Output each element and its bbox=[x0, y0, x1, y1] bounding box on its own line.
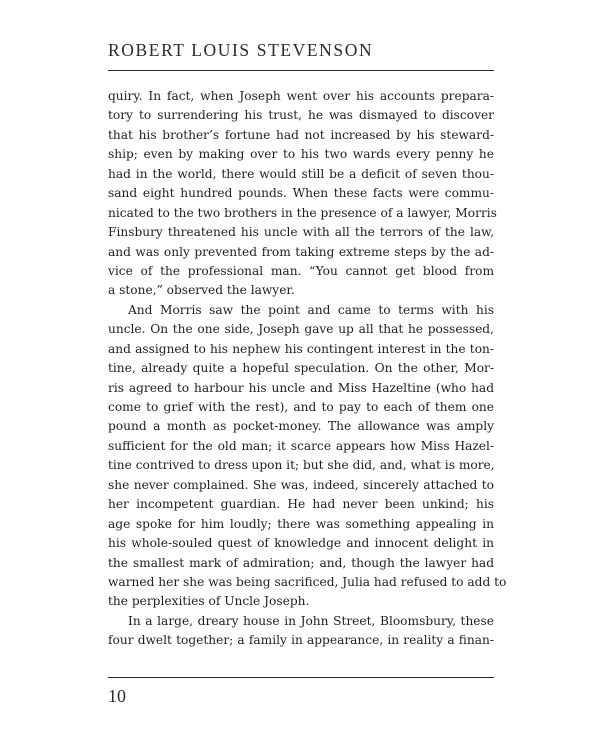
text-line: and assigned to his nephew his contingent interest in the ton- bbox=[108, 341, 494, 356]
text-line: and was only prevented from taking extreme steps by the ad- bbox=[108, 244, 494, 259]
text-line: ship; even by making over to his two wards every penny he bbox=[108, 147, 494, 162]
text-line: her incompetent guardian. He had never been unkind; his bbox=[108, 497, 494, 512]
text-line: four dwelt together; a family in appearance, in reality a finan- bbox=[108, 633, 494, 648]
text-line: Finsbury threatened his uncle with all the terrors of the law, bbox=[108, 225, 494, 240]
text-line: And Morris saw the point and came to terms with his bbox=[128, 302, 494, 317]
text-line: the smallest mark of admiration; and, though the lawyer had bbox=[108, 555, 494, 570]
text-line: In a large, dreary house in John Street, Bloomsbury, these bbox=[128, 613, 494, 628]
page-number: 10 bbox=[108, 686, 126, 706]
text-line: sufficient for the old man; it scarce appears how Miss Hazel- bbox=[108, 438, 494, 453]
text-line: the perplexities of Uncle Joseph. bbox=[108, 594, 310, 609]
text-line: she never complained. She was, indeed, sincerely attached to bbox=[108, 477, 494, 492]
text-line: quiry. In fact, when Joseph went over his accounts prepara- bbox=[108, 89, 494, 103]
text-line: tine contrived to dress upon it; but she did, and, what is more, bbox=[108, 458, 495, 473]
text-line: ris agreed to harbour his uncle and Miss Hazeltine (who had bbox=[108, 380, 494, 395]
text-line: pound a month as pocket-money. The allowance was amply bbox=[108, 419, 494, 434]
text-line: tine, already quite a hopeful speculation. On the other, Mor- bbox=[108, 361, 494, 376]
text-line: uncle. On the one side, Joseph gave up all that he possessed, bbox=[108, 322, 494, 337]
text-line: had in the world, there would still be a deficit of seven thou- bbox=[108, 166, 494, 181]
text-line: come to grief with the rest), and to pay to each of them one bbox=[108, 400, 494, 414]
text-line: warned her she was being sacrificed, Julia had refused to add to bbox=[108, 574, 507, 589]
text-line: vice of the professional man. “You cannot get blood from bbox=[108, 263, 494, 278]
text-line: a stone,” observed the lawyer. bbox=[108, 283, 295, 298]
text-line: age spoke for him loudly; there was something appealing in bbox=[108, 516, 494, 531]
running-head: ROBERT LOUIS STEVENSON bbox=[108, 40, 374, 60]
text-line: that his brother’s fortune had not increased by his steward- bbox=[108, 127, 494, 142]
text-line: his whole-souled quest of knowledge and innocent delight in bbox=[108, 536, 494, 551]
body-text bbox=[108, 87, 507, 651]
footer-rule bbox=[108, 677, 494, 678]
text-line: tory to surrendering his trust, he was dismayed to discover bbox=[108, 108, 494, 123]
header-rule bbox=[108, 70, 494, 71]
text-line: sand eight hundred pounds. When these facts were commu- bbox=[108, 186, 494, 201]
text-line: nicated to the two brothers in the presence of a lawyer, Morris bbox=[108, 205, 497, 220]
